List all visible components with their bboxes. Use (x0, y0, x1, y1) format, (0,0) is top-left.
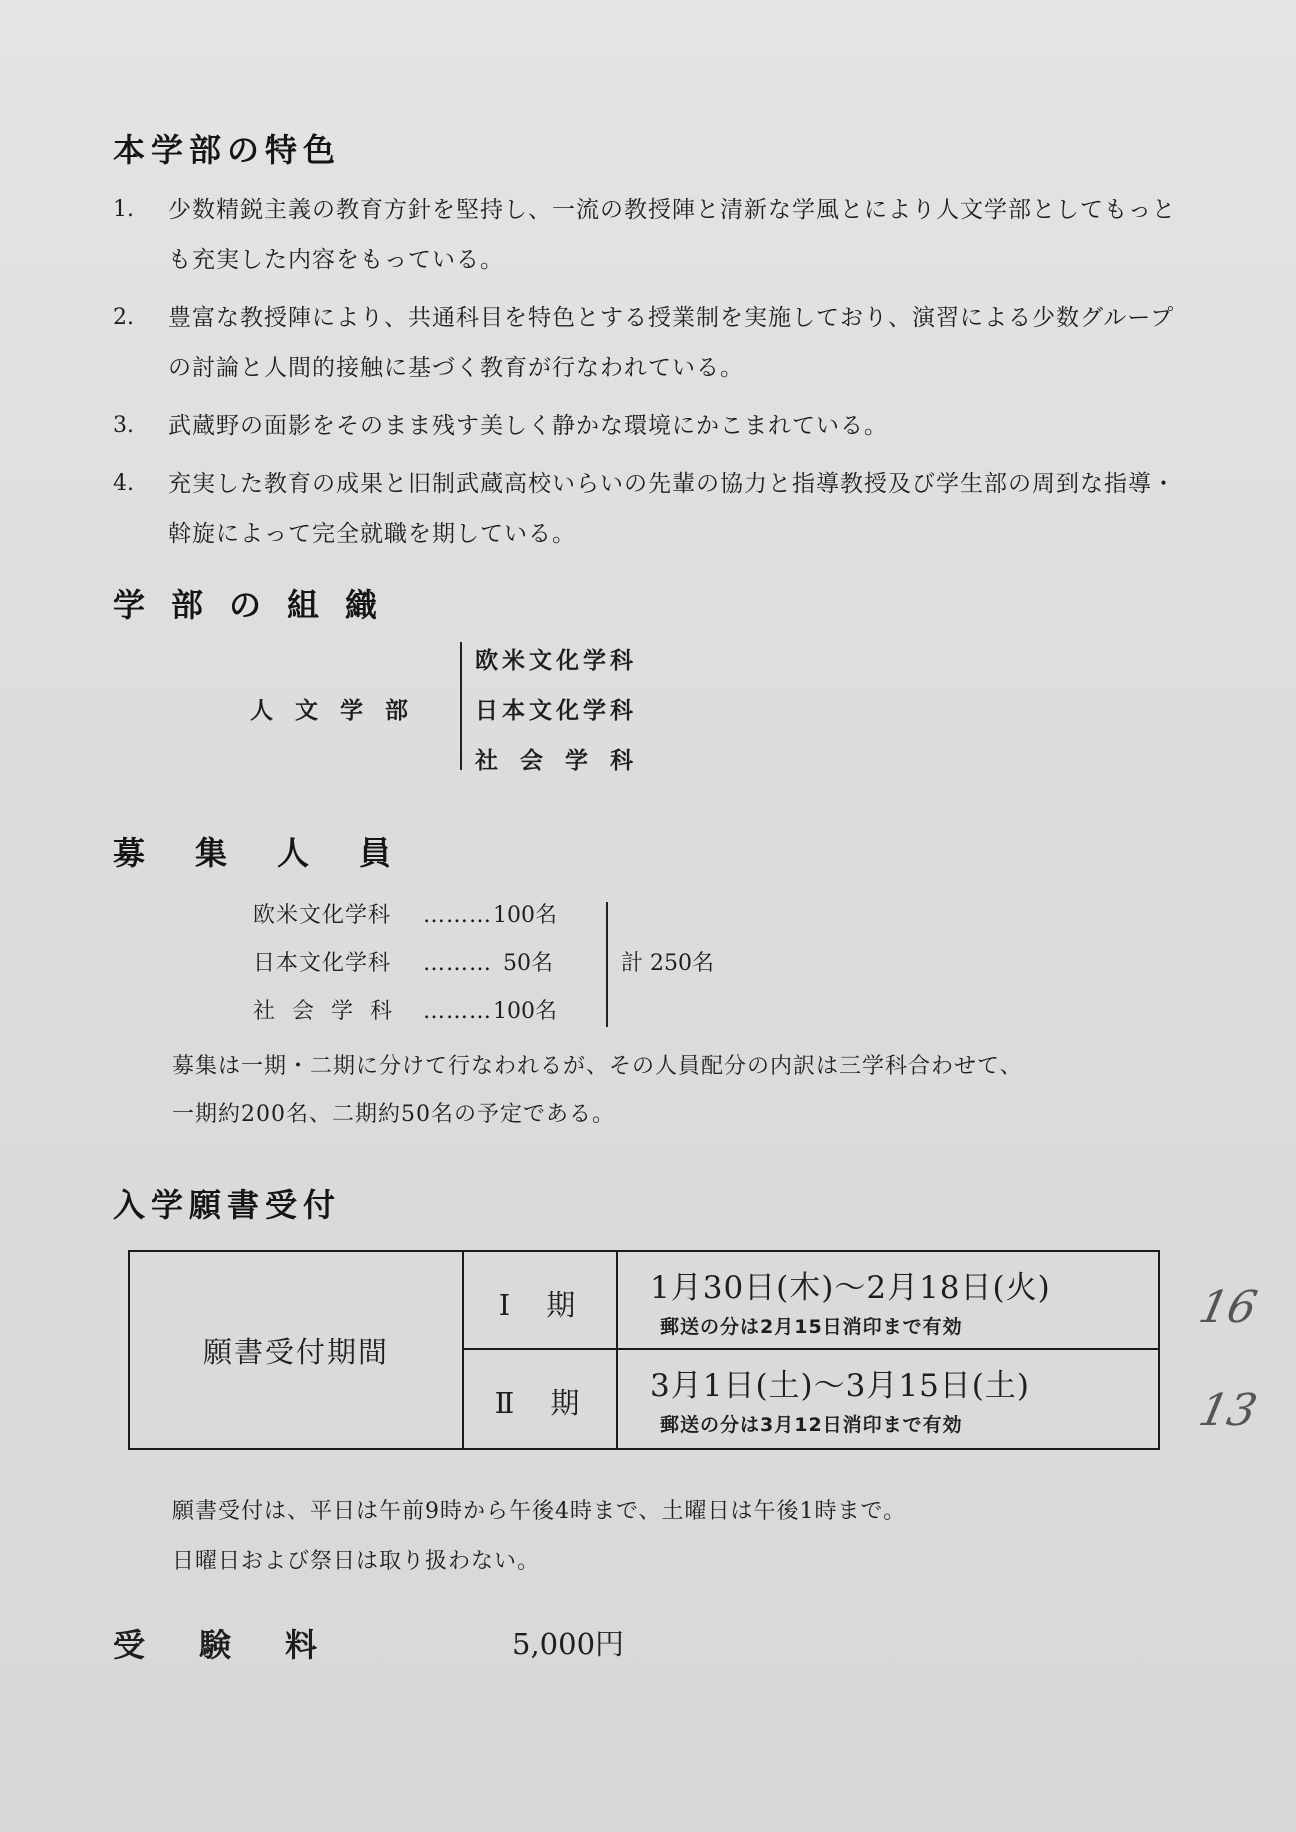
section-title-features: 本学部の特色 (113, 131, 342, 169)
quota-row (253, 994, 593, 1025)
period-cell (464, 1252, 618, 1350)
list-item (113, 185, 1193, 285)
quota-row (253, 946, 593, 977)
period-dates: 3月1日(土)～3月15日(土) (650, 1368, 1030, 1404)
item-number: 2. (113, 305, 134, 330)
mail-note: 郵送の分は2月15日消印まで有効 (660, 1316, 963, 1338)
enrollment-quota (253, 898, 753, 1048)
application-period-table (128, 1250, 1160, 1450)
list-item (113, 401, 1193, 451)
item-number: 3. (113, 413, 134, 438)
exam-fee-value: 5,000円 (512, 1627, 625, 1661)
date-cell (618, 1350, 1158, 1448)
org-brace (460, 642, 472, 770)
enrollment-note-line1: 募集は一期・二期に分けて行なわれるが、その人員配分の内訳は三学科合わせて、 (172, 1054, 1023, 1079)
department-name: 日本文化学科 (475, 698, 637, 724)
table-label-cell (130, 1252, 464, 1448)
period-cell (464, 1350, 618, 1448)
list-item (113, 293, 1193, 393)
quota-dept: 社会学科 (253, 999, 410, 1024)
section-title-enrollment: 募集人員 (113, 834, 442, 872)
table-label: 願書受付期間 (202, 1335, 389, 1369)
quota-total: 計 250名 (621, 951, 714, 976)
quota-dept: 欧米文化学科 (253, 903, 392, 928)
period-name: Ⅱ期 (494, 1386, 616, 1420)
quota-count: 50名 (503, 951, 553, 976)
period-name: Ⅰ期 (498, 1288, 612, 1322)
quota-dots: ……… (423, 999, 492, 1024)
section-title-organization: 学部の組織 (113, 586, 404, 624)
faculty-name: 人文学部 (250, 698, 430, 724)
item-text: 武蔵野の面影をそのまま残す美しく静かな環境にかこまれている。 (168, 413, 888, 439)
item-text: 充実した教育の成果と旧制武蔵高校いらいの先輩の協力と指導教授及び学生部の周到な指導・斡旋によって完全就職を期している。 (168, 471, 1176, 547)
period-dates: 1月30日(木)～2月18日(火) (650, 1270, 1051, 1306)
quota-row (253, 898, 593, 929)
section-title-application: 入学願書受付 (113, 1186, 342, 1224)
features-list (113, 185, 1193, 567)
item-number: 1. (113, 197, 134, 222)
exam-fee-label: 受験料 (113, 1626, 372, 1664)
enrollment-note-line2: 一期約200名、二期約50名の予定である。 (172, 1102, 615, 1127)
application-note-line1: 願書受付は、平日は午前9時から午後4時まで、土曜日は午後1時まで。 (172, 1499, 907, 1524)
quota-dots: ……… (423, 951, 492, 976)
handwritten-number: 16 (1194, 1282, 1262, 1333)
date-cell (618, 1252, 1158, 1350)
department-name: 欧米文化学科 (475, 648, 637, 674)
item-text: 少数精鋭主義の教育方針を堅持し、一流の教授陣と清新な学風とにより人文学部としてもっとも充実した内容をもっている。 (168, 197, 1176, 273)
item-number: 4. (113, 471, 134, 496)
quota-count: 100名 (493, 999, 557, 1024)
item-text: 豊富な教授陣により、共通科目を特色とする授業制を実施しており、演習による少数グループの討論と人間的接触に基づく教育が行なわれている。 (168, 305, 1175, 381)
mail-note: 郵送の分は3月12日消印まで有効 (660, 1414, 963, 1436)
application-note-line2: 日曜日および祭日は取り扱わない。 (172, 1549, 541, 1574)
department-name: 社会学科 (475, 748, 655, 774)
quota-count: 100名 (493, 903, 557, 928)
handwritten-number: 13 (1194, 1385, 1262, 1436)
quota-brace (596, 902, 608, 1027)
quota-dept: 日本文化学科 (253, 951, 392, 976)
organization-chart (250, 642, 750, 782)
list-item (113, 459, 1193, 559)
quota-dots: ……… (423, 903, 492, 928)
